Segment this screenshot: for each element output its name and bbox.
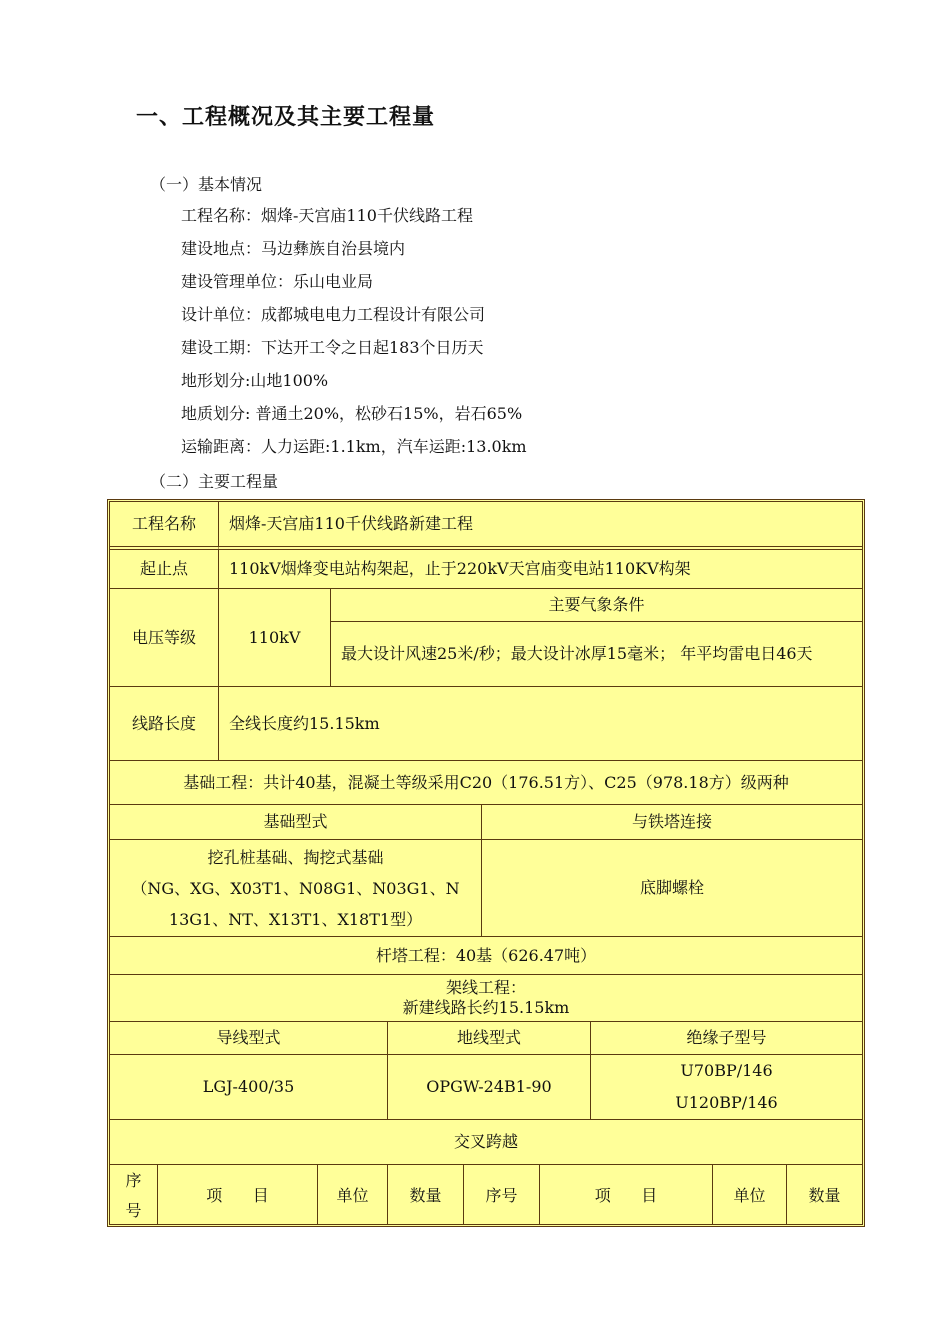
section-basic-info-title: （一）基本情况 bbox=[150, 175, 263, 194]
foundation-type-header: 基础型式 bbox=[110, 805, 482, 840]
info-design-unit: 设计单位：成都城电电力工程设计有限公司 bbox=[181, 305, 486, 324]
line-length-label: 线路长度 bbox=[110, 687, 219, 761]
foundation-type-value bbox=[110, 840, 482, 937]
crossing-col-qty-1: 数量 bbox=[388, 1165, 464, 1227]
crossing-col-unit-1: 单位 bbox=[318, 1165, 388, 1227]
foundation-type-line-1: 挖孔桩基础、掏挖式基础 bbox=[207, 847, 384, 867]
ground-wire-value: OPGW-24B1-90 bbox=[388, 1055, 591, 1120]
tower-connection-header: 与铁塔连接 bbox=[482, 805, 862, 840]
info-project-name: 工程名称：烟烽-天宫庙110千伏线路工程 bbox=[181, 206, 473, 225]
insulator-value bbox=[591, 1055, 862, 1120]
info-location: 建设地点：马边彝族自治县境内 bbox=[181, 239, 406, 258]
insulator-header: 绝缘子型号 bbox=[591, 1022, 862, 1055]
crossing-col-item-1: 项 目 bbox=[158, 1165, 318, 1227]
crossing-col-seq-2: 序号 bbox=[464, 1165, 540, 1227]
weather-value: 最大设计风速25米/秒；最大设计冰厚15毫米； 年平均雷电日46天 bbox=[331, 622, 862, 687]
voltage-label: 电压等级 bbox=[110, 589, 219, 687]
voltage-value: 110kV bbox=[219, 589, 331, 687]
tower-work: 杆塔工程：40基（626.47吨） bbox=[110, 937, 862, 975]
foundation-type-line-2: （NG、XG、X03T1、N08G1、N03G1、N bbox=[131, 878, 460, 898]
stringing-work bbox=[110, 975, 862, 1022]
info-geology: 地质划分: 普通土20%，松砂石15%，岩石65% bbox=[181, 404, 523, 423]
info-transport: 运输距离：人力运距:1.1km，汽车运距:13.0km bbox=[181, 437, 527, 456]
insulator-value-2: U120BP/146 bbox=[675, 1093, 778, 1112]
crossing-col-item-2: 项 目 bbox=[540, 1165, 713, 1227]
crossing-col-seq-1 bbox=[110, 1165, 158, 1227]
crossing-col-qty-2: 数量 bbox=[787, 1165, 862, 1227]
crossing-col-seq-1-a: 序 bbox=[125, 1170, 142, 1190]
ground-wire-header: 地线型式 bbox=[388, 1022, 591, 1055]
stringing-line-2: 新建线路长约15.15km bbox=[402, 998, 570, 1017]
weather-header: 主要气象条件 bbox=[331, 589, 862, 622]
conductor-header: 导线型式 bbox=[110, 1022, 388, 1055]
crossing-header: 交叉跨越 bbox=[110, 1120, 862, 1165]
tower-connection-value: 底脚螺栓 bbox=[482, 840, 862, 937]
project-name-value: 烟烽-天宫庙110千伏线路新建工程 bbox=[219, 502, 862, 550]
stringing-line-1: 架线工程： bbox=[445, 978, 526, 997]
page-title: 一、工程概况及其主要工程量 bbox=[136, 105, 436, 130]
endpoints-value: 110kV烟烽变电站构架起，止于220kV天宫庙变电站110KV构架 bbox=[219, 550, 862, 589]
section-quantities-title: （二）主要工程量 bbox=[150, 472, 279, 491]
conductor-value: LGJ-400/35 bbox=[110, 1055, 388, 1120]
info-construction-period: 建设工期：下达开工令之日起183个日历天 bbox=[181, 338, 484, 357]
insulator-value-1: U70BP/146 bbox=[680, 1061, 773, 1080]
endpoints-label: 起止点 bbox=[110, 550, 219, 589]
crossing-col-seq-1-b: 号 bbox=[125, 1200, 142, 1220]
project-name-label: 工程名称 bbox=[110, 502, 219, 550]
line-length-value: 全线长度约15.15km bbox=[219, 687, 862, 761]
main-quantities-table bbox=[107, 499, 865, 1227]
info-management-unit: 建设管理单位：乐山电业局 bbox=[181, 272, 374, 291]
basic-info-list bbox=[181, 199, 527, 463]
crossing-col-unit-2: 单位 bbox=[713, 1165, 787, 1227]
info-terrain: 地形划分:山地100% bbox=[181, 371, 329, 390]
foundation-type-line-3: 13G1、NT、X13T1、X18T1型） bbox=[168, 909, 423, 929]
foundation-summary: 基础工程：共计40基，混凝土等级采用C20（176.51方）、C25（978.18方）级两种 bbox=[110, 761, 862, 805]
